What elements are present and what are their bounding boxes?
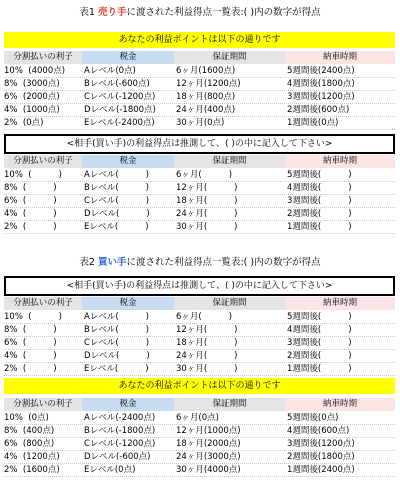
cell[interactable]: Dレベル( )	[84, 209, 150, 219]
table1-guess-header	[4, 155, 395, 168]
cell[interactable]: 4% ( )	[4, 209, 57, 219]
cell: 4週間後(600点)	[287, 426, 350, 436]
cell: 24ヶ月(400点)	[176, 105, 236, 115]
cell: 2週間後(600点)	[287, 105, 350, 115]
header-delivery: 納車時期	[285, 297, 395, 310]
cell: 2% (1600点)	[4, 465, 60, 475]
table-row	[4, 363, 395, 376]
cell: 4週間後(1800点)	[287, 79, 355, 89]
cell: 10% (4000点)	[4, 66, 66, 76]
guess-instruction-banner: <相手(買い手)の利益得点は推測して、( )の中に記入して下さい>	[4, 276, 395, 296]
header-warranty: 保証期間	[174, 155, 285, 168]
table-row	[4, 324, 395, 337]
table1-title	[0, 4, 400, 22]
table-row	[4, 91, 395, 104]
cell: Dレベル(-600点)	[84, 452, 151, 462]
cell: 3週間後(1200点)	[287, 439, 355, 449]
cell[interactable]: 10% ( )	[4, 312, 62, 322]
cell[interactable]: 2週間後( )	[287, 209, 352, 219]
table-row	[4, 104, 395, 117]
cell[interactable]: Dレベル( )	[84, 351, 150, 361]
header-tax: 税金	[82, 398, 174, 411]
cell[interactable]: 12ヶ月( )	[176, 183, 238, 193]
own-points-banner: あなたの利益ポイントは以下の通りです	[4, 378, 395, 394]
cell: 2% (0点)	[4, 118, 44, 128]
cell: 6% (2000点)	[4, 92, 60, 102]
cell: 8% (400点)	[4, 426, 55, 436]
table-row	[4, 425, 395, 438]
cell[interactable]: Bレベル( )	[84, 183, 149, 193]
cell: Eレベル(-2400点)	[84, 118, 155, 128]
title-prefix: 表1	[79, 7, 98, 18]
cell[interactable]: 6% ( )	[4, 338, 57, 348]
cell[interactable]: 24ヶ月( )	[176, 209, 238, 219]
cell: 2週間後(1800点)	[287, 452, 355, 462]
cell: Cレベル(-1200点)	[84, 439, 156, 449]
title-prefix: 表2	[79, 257, 98, 268]
cell[interactable]: 5週間後( )	[287, 170, 352, 180]
cell[interactable]: 12ヶ月( )	[176, 325, 238, 335]
cell: Cレベル(-1200点)	[84, 92, 156, 102]
table-row	[4, 78, 395, 91]
table2-title	[0, 254, 400, 272]
cell: 1週間後(0点)	[287, 118, 339, 128]
table1-guess-rows	[4, 169, 395, 234]
table1-own-rows	[4, 65, 395, 130]
table1-header	[4, 51, 395, 64]
table-row	[4, 65, 395, 78]
table-row	[4, 208, 395, 221]
cell[interactable]: 30ヶ月( )	[176, 222, 238, 232]
header-interest: 分割払いの利子	[4, 398, 82, 411]
table-row	[4, 350, 395, 363]
cell[interactable]: 8% ( )	[4, 183, 57, 193]
header-delivery: 納車時期	[285, 155, 395, 168]
cell[interactable]: 6% ( )	[4, 196, 57, 206]
cell[interactable]: Cレベル( )	[84, 338, 150, 348]
cell[interactable]: Cレベル( )	[84, 196, 150, 206]
cell[interactable]: 8% ( )	[4, 325, 57, 335]
cell: 8% (3000点)	[4, 79, 60, 89]
table2-header	[4, 398, 395, 411]
cell: 30ヶ月(0点)	[176, 118, 225, 128]
cell[interactable]: 18ヶ月( )	[176, 338, 238, 348]
cell: 18ヶ月(2000点)	[176, 439, 241, 449]
cell: Dレベル(-1800点)	[84, 105, 156, 115]
table-row	[4, 221, 395, 234]
table-row	[4, 311, 395, 324]
cell: 12ヶ月(1000点)	[176, 426, 241, 436]
cell: Aレベル(0点)	[84, 66, 136, 76]
cell[interactable]: 1週間後( )	[287, 364, 352, 374]
cell[interactable]: Aレベル( )	[84, 170, 149, 180]
table-row	[4, 337, 395, 350]
own-points-banner: あなたの利益ポイントは以下の通りです	[4, 32, 395, 48]
header-warranty: 保証期間	[174, 51, 285, 64]
title-suffix: に渡された利益得点一覧表:( )内の数字が得点	[126, 257, 321, 268]
title-suffix: に渡された利益得点一覧表:( )内の数字が得点	[126, 7, 321, 18]
cell[interactable]: 4週間後( )	[287, 183, 352, 193]
table-row	[4, 464, 395, 477]
header-interest: 分割払いの利子	[4, 155, 82, 168]
cell: 12ヶ月(1200点)	[176, 79, 241, 89]
cell: Bレベル(-600点)	[84, 79, 150, 89]
cell: Eレベル(0点)	[84, 465, 136, 475]
cell: Bレベル(-1800点)	[84, 426, 156, 436]
header-warranty: 保証期間	[174, 297, 285, 310]
cell: 5週間後(2400点)	[287, 66, 355, 76]
title-highlight-buyer: 買い手	[97, 257, 127, 268]
table-row	[4, 117, 395, 130]
cell[interactable]: Eレベル( )	[84, 222, 149, 232]
cell: Aレベル(-2400点)	[84, 413, 156, 423]
cell: 4% (1000点)	[4, 105, 60, 115]
cell: 18ヶ月(800点)	[176, 92, 236, 102]
cell[interactable]: 1週間後( )	[287, 222, 352, 232]
header-delivery: 納車時期	[285, 398, 395, 411]
header-tax: 税金	[82, 297, 174, 310]
cell[interactable]: 2% ( )	[4, 364, 57, 374]
cell[interactable]: 2% ( )	[4, 222, 57, 232]
header-interest: 分割払いの利子	[4, 297, 82, 310]
table2-guess-header	[4, 297, 395, 310]
header-interest: 分割払いの利子	[4, 51, 82, 64]
cell: 30ヶ月(4000点)	[176, 465, 241, 475]
table-row	[4, 412, 395, 425]
cell[interactable]: Bレベル( )	[84, 325, 149, 335]
cell[interactable]: 24ヶ月( )	[176, 351, 238, 361]
cell: 24ヶ月(3000点)	[176, 452, 241, 462]
cell[interactable]: 3週間後( )	[287, 338, 352, 348]
table-row	[4, 182, 395, 195]
cell[interactable]: 10% ( )	[4, 170, 62, 180]
cell: 10% (0点)	[4, 413, 49, 423]
cell[interactable]: 3週間後( )	[287, 196, 352, 206]
cell: 4% (1200点)	[4, 452, 60, 462]
table-row	[4, 451, 395, 464]
guess-instruction-banner: <相手(買い手)の利益得点は推測して、( )の中に記入して下さい>	[4, 134, 395, 154]
cell[interactable]: 18ヶ月( )	[176, 196, 238, 206]
cell: 6% (800点)	[4, 439, 55, 449]
table-row	[4, 169, 395, 182]
cell[interactable]: 4週間後( )	[287, 325, 352, 335]
table-row	[4, 438, 395, 451]
cell[interactable]: 30ヶ月( )	[176, 364, 238, 374]
cell[interactable]: Eレベル( )	[84, 364, 149, 374]
cell: 3週間後(1200点)	[287, 92, 355, 102]
header-tax: 税金	[82, 51, 174, 64]
table-row	[4, 195, 395, 208]
cell: 5週間後(0点)	[287, 413, 339, 423]
header-warranty: 保証期間	[174, 398, 285, 411]
cell[interactable]: 5週間後( )	[287, 312, 352, 322]
header-delivery: 納車時期	[285, 51, 395, 64]
cell[interactable]: 6ヶ月( )	[176, 170, 233, 180]
cell: 6ヶ月(0点)	[176, 413, 219, 423]
header-tax: 税金	[82, 155, 174, 168]
cell[interactable]: 6ヶ月( )	[176, 312, 233, 322]
table2-own-rows	[4, 412, 395, 477]
cell: 6ヶ月(1600点)	[176, 66, 236, 76]
cell[interactable]: 4% ( )	[4, 351, 57, 361]
cell[interactable]: Aレベル( )	[84, 312, 149, 322]
title-highlight-seller: 売り手	[97, 7, 127, 18]
cell[interactable]: 2週間後( )	[287, 351, 352, 361]
table2-guess-rows	[4, 311, 395, 376]
cell: 1週間後(2400点)	[287, 465, 355, 475]
